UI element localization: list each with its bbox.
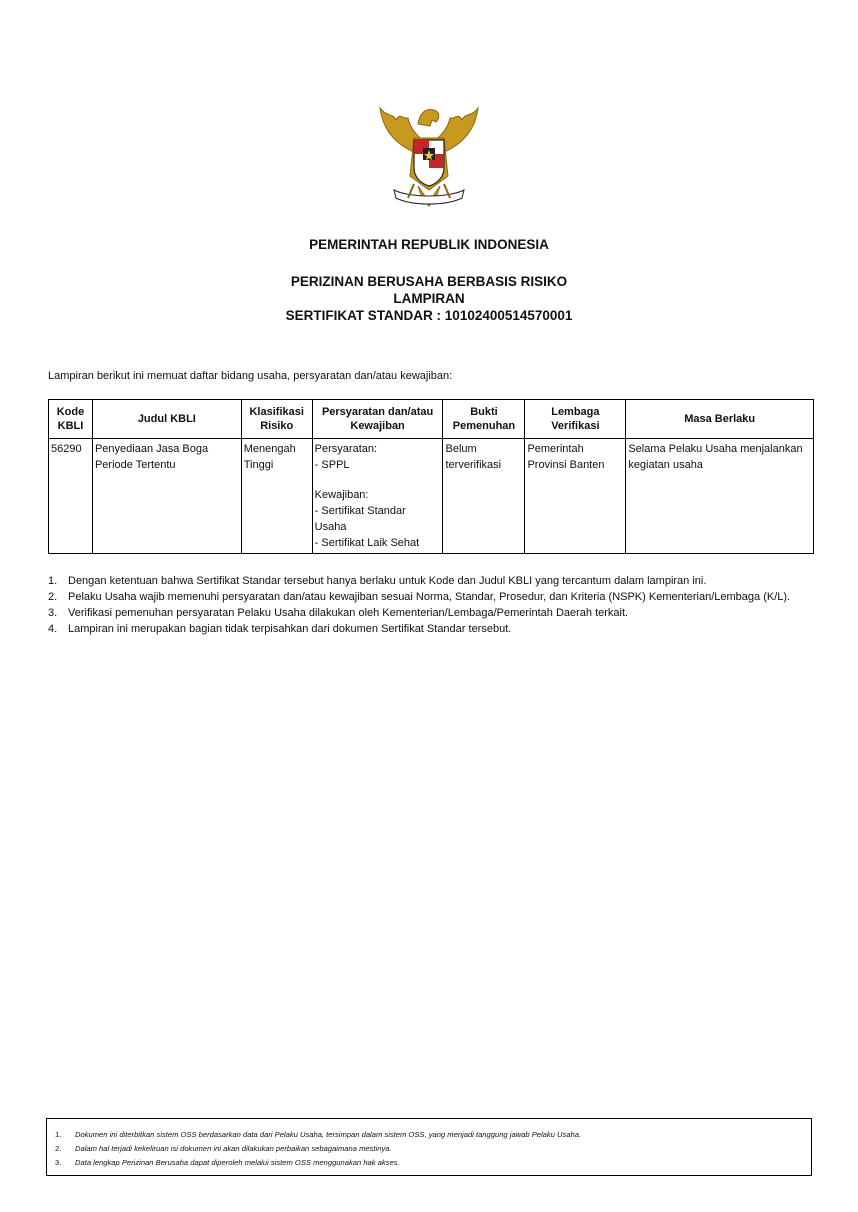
list-item: 1. Dengan ketentuan bahwa Sertifikat Standar tersebut hanya berlaku untuk Kode dan Judul KBLI yang tercantum dalam lampiran ini. [48, 575, 707, 587]
list-item: 4. Lampiran ini merupakan bagian tidak terpisahkan dari dokumen Sertifikat Standar tersebut. [48, 623, 512, 635]
cell-lembaga-verifikasi: Pemerintah Provinsi Banten [525, 439, 626, 554]
footer-item: 1. Dokumen ini diterbitkan sistem OSS berdasarkan data dari Pelaku Usaha, tersimpan dalam sistem OSS, yang menjadi tanggung jawab Pelaku Usaha. [55, 1130, 582, 1139]
header-masa-berlaku: Masa Berlaku [626, 400, 814, 439]
kewajiban-item: - Sertifikat Laik Sehat [314, 537, 420, 549]
document-header [0, 236, 858, 324]
table-row [49, 439, 814, 554]
list-item: 2. Pelaku Usaha wajib memenuhi persyaratan dan/atau kewajiban sesuai Norma, Standar, Prosedur, dan Kriteria (NSPK) Kementerian/Lembaga (K/L). [48, 591, 791, 603]
document-title: PERIZINAN BERUSAHA BERBASIS RISIKO [290, 274, 568, 289]
header-bukti-pemenuhan: Bukti Pemenuhan [443, 400, 525, 439]
footer-disclaimer-box [46, 1118, 812, 1176]
list-item: 3. Verifikasi pemenuhan persyaratan Pelaku Usaha dilakukan oleh Kementerian/Lembaga/Pemerintah Daerah terkait. [48, 607, 629, 619]
intro-text: Lampiran berikut ini memuat daftar bidang usaha, persyaratan dan/atau kewajiban: [48, 370, 453, 382]
cell-klasifikasi-risiko: Menengah Tinggi [241, 439, 312, 554]
header-judul-kbli: Judul KBLI [92, 400, 241, 439]
cell-bukti-pemenuhan: Belum terverifikasi [443, 439, 525, 554]
header-kode-kbli: Kode KBLI [49, 400, 93, 439]
persyaratan-label: Persyaratan: [314, 443, 378, 455]
kbli-table [48, 399, 814, 554]
persyaratan-item: - SPPL [314, 459, 350, 471]
cell-kode-kbli: 56290 [49, 439, 93, 554]
garuda-emblem-icon [374, 98, 484, 216]
kewajiban-item: - Sertifikat Standar Usaha [314, 505, 406, 533]
header-klasifikasi-risiko: Klasifikasi Risiko [241, 400, 312, 439]
certificate-number: SERTIFIKAT STANDAR : 10102400514570001 [285, 308, 573, 323]
header-lembaga-verifikasi: Lembaga Verifikasi [525, 400, 626, 439]
kewajiban-label: Kewajiban: [314, 489, 369, 501]
notes-list [48, 574, 814, 638]
table-header-row [49, 400, 814, 439]
header-persyaratan: Persyaratan dan/atau Kewajiban [312, 400, 443, 439]
government-title: PEMERINTAH REPUBLIK INDONESIA [309, 237, 549, 252]
footer-item: 3. Data lengkap Perizinan Berusaha dapat diperoleh melalui sistem OSS menggunakan hak akses. [55, 1158, 400, 1167]
cell-persyaratan [312, 439, 443, 554]
footer-item: 2. Dalam hal terjadi kekeliruan isi dokumen ini akan dilakukan perbaikan sebagaimana mestinya. [55, 1144, 392, 1153]
cell-masa-berlaku: Selama Pelaku Usaha menjalankan kegiatan usaha [626, 439, 814, 554]
cell-judul-kbli: Penyediaan Jasa Boga Periode Tertentu [92, 439, 241, 554]
document-subtitle: LAMPIRAN [393, 291, 465, 306]
